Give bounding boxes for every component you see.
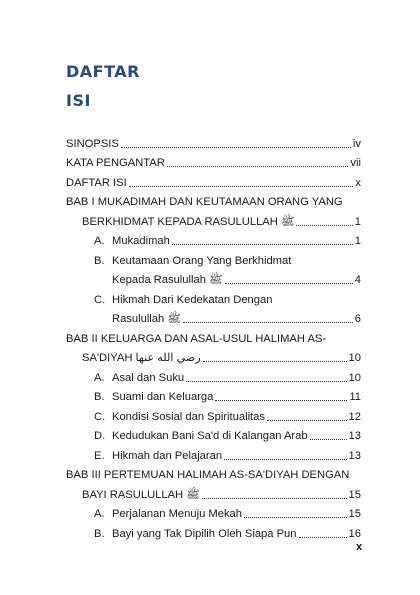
heading-isi: ISI (66, 91, 91, 110)
toc-page: 13 (348, 430, 361, 442)
section-letter: C. (94, 293, 106, 306)
toc-section-2e[interactable] (66, 443, 361, 463)
toc-label: Keutamaan Orang Yang Berkhidmat (112, 254, 292, 267)
toc-label: Kepada Rasulullah ﷺ (112, 274, 223, 286)
toc-section-2c[interactable] (66, 404, 361, 424)
toc-label: Mukadimah (112, 235, 170, 247)
toc-leader (310, 439, 347, 440)
toc-page: vii (350, 157, 361, 169)
toc-entry-sinopsis[interactable] (66, 131, 361, 151)
heading-daftar: DAFTAR (66, 62, 140, 81)
toc-label: Suami dan Keluarga (112, 391, 214, 403)
toc-page: 16 (348, 527, 361, 540)
toc-chapter-1[interactable] (66, 209, 361, 229)
toc-page: 15 (348, 508, 361, 520)
toc-leader (267, 420, 347, 421)
toc-section-1c[interactable] (66, 307, 361, 327)
toc-label: DAFTAR ISI (66, 176, 127, 189)
toc-page: 12 (348, 410, 361, 423)
toc-leader (244, 517, 347, 518)
toc-page: iv (352, 137, 361, 150)
toc-label: Kedudukan Bani Sa'd di Kalangan Arab (112, 430, 308, 442)
toc-page: 15 (348, 488, 361, 501)
section-letter: C. (94, 410, 106, 423)
section-letter: A. (94, 508, 105, 520)
toc-page: 10 (348, 371, 361, 384)
toc-leader (183, 322, 353, 323)
toc-leader (215, 400, 347, 401)
toc-leader (203, 361, 347, 362)
toc-leader (121, 147, 351, 148)
toc-label: Kondisi Sosial dan Spiritualitas (112, 410, 265, 423)
toc-label: BAYI RASULULLAH ﷺ (82, 488, 200, 501)
toc-chapter-3[interactable] (66, 482, 361, 502)
toc-leader (202, 498, 347, 499)
table-of-contents (66, 131, 361, 541)
toc-leader (225, 283, 353, 284)
toc-leader (172, 244, 353, 245)
toc-page: 1 (354, 235, 361, 247)
toc-page: 10 (348, 352, 361, 364)
toc-section-1b-line1[interactable] (66, 248, 361, 268)
toc-chapter-2-line1[interactable]: BAB II KELUARGA DAN ASAL-USUL HALIMAH AS- (66, 332, 327, 345)
section-letter: B. (94, 527, 105, 540)
toc-label: KATA PENGANTAR (66, 157, 165, 169)
section-letter: B. (94, 391, 105, 403)
toc-label: BERKHIDMAT KEPADA RASULULLAH ﷺ (82, 215, 295, 228)
toc-label: Hikmah dan Pelajaran (112, 449, 223, 462)
toc-page: 4 (354, 274, 361, 286)
toc-label: SA'DIYAH رضي الله عنها (82, 352, 201, 364)
page-number: x (356, 541, 363, 553)
toc-label: SINOPSIS (66, 137, 119, 150)
section-letter: A. (94, 235, 105, 247)
toc-label: Asal dan Suku (112, 371, 185, 384)
toc-page: 11 (349, 391, 361, 403)
toc-section-1c-line1[interactable] (66, 287, 361, 307)
toc-leader (129, 186, 354, 187)
toc-entry-kata-pengantar[interactable] (66, 151, 361, 171)
toc-page: 6 (354, 313, 361, 325)
section-letter: B. (94, 254, 105, 267)
toc-leader (167, 166, 349, 167)
toc-section-2b[interactable] (66, 385, 361, 405)
section-letter: D. (94, 430, 106, 442)
toc-label: Rasulullah ﷺ (112, 313, 181, 325)
toc-label: Perjalanan Menuju Mekah (112, 508, 242, 520)
toc-chapter-3-line1[interactable]: BAB III PERTEMUAN HALIMAH AS-SA'DIYAH DENGAN (66, 469, 350, 481)
toc-section-2d[interactable] (66, 424, 361, 444)
toc-leader (296, 225, 352, 226)
section-letter: E. (94, 449, 105, 462)
toc-section-3a[interactable] (66, 502, 361, 522)
toc-entry-daftar-isi[interactable] (66, 170, 361, 190)
toc-page: 1 (354, 215, 361, 228)
toc-section-2a[interactable] (66, 365, 361, 385)
toc-section-3b[interactable] (66, 521, 361, 541)
toc-leader (299, 537, 347, 538)
toc-label: Bayi yang Tak Dipilih Oleh Siapa Pun (112, 527, 297, 540)
toc-chapter-1-line1[interactable]: BAB I MUKADIMAH DAN KEUTAMAAN ORANG YANG (66, 196, 343, 208)
toc-section-1b[interactable] (66, 268, 361, 288)
toc-page: 13 (348, 449, 361, 462)
toc-leader (224, 459, 346, 460)
toc-page: x (355, 176, 361, 189)
toc-section-1a[interactable] (66, 229, 361, 249)
toc-leader (186, 381, 346, 382)
toc-label: Hikmah Dari Kedekatan Dengan (112, 293, 273, 306)
toc-chapter-2[interactable] (66, 346, 361, 366)
section-letter: A. (94, 371, 105, 384)
